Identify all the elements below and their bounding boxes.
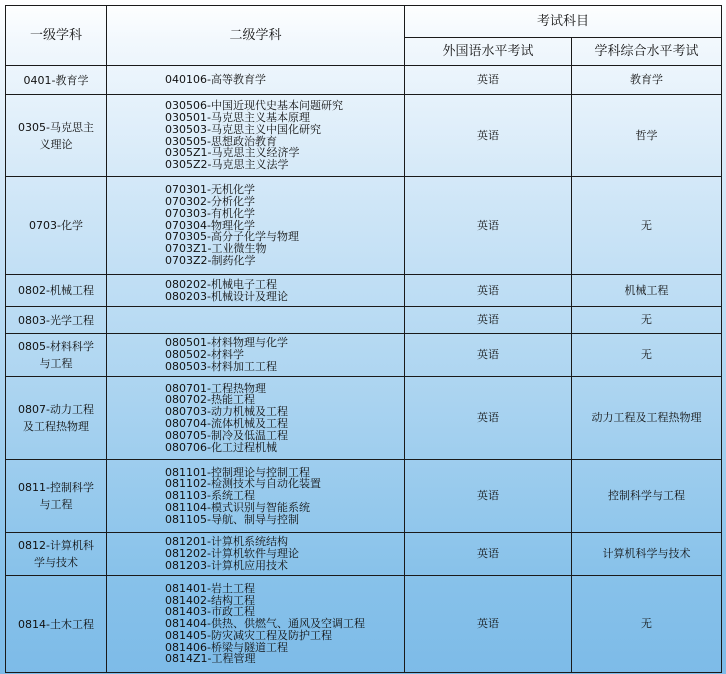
secondary-discipline-item: 0703Z1-工业微生物 — [165, 242, 267, 256]
secondary-discipline-item: 081401-岩土工程 — [165, 581, 255, 595]
secondary-discipline-item: 080503-材料加工工程 — [165, 359, 277, 373]
table-row — [6, 334, 722, 377]
secondary-discipline-item: 070305-高分子化学与物理 — [165, 230, 299, 244]
secondary-discipline-cell — [107, 533, 405, 576]
secondary-discipline-item: 081405-防灾减灾工程及防护工程 — [165, 628, 332, 642]
secondary-discipline-item: 0305Z2-马克思主义法学 — [165, 158, 289, 172]
table-body — [6, 66, 722, 673]
primary-discipline-label: 0811-控制科学与工程 — [18, 481, 94, 511]
secondary-discipline-item: 081404-供热、供燃气、通风及空调工程 — [165, 617, 365, 631]
table-row — [6, 275, 722, 307]
primary-discipline-cell — [6, 533, 107, 576]
primary-discipline-cell — [6, 334, 107, 377]
primary-discipline-cell — [6, 576, 107, 673]
secondary-discipline-item: 0814Z1-工程管理 — [165, 652, 256, 666]
secondary-discipline-item: 080501-材料物理与化学 — [165, 336, 288, 350]
secondary-discipline-item: 030506-中国近现代史基本问题研究 — [165, 99, 343, 113]
foreign-language-exam-cell: 英语 — [405, 377, 572, 460]
secondary-discipline-item: 080702-热能工程 — [165, 393, 255, 407]
secondary-discipline-cell — [107, 576, 405, 673]
secondary-discipline-item: 081402-结构工程 — [165, 593, 255, 607]
header-exam-subjects: 考试科目 — [405, 6, 722, 38]
secondary-discipline-item: 0305Z1-马克思主义经济学 — [165, 146, 300, 160]
secondary-discipline-item: 080705-制冷及低温工程 — [165, 428, 288, 442]
foreign-language-exam-cell: 英语 — [405, 307, 572, 334]
secondary-discipline-item: 080203-机械设计及理论 — [165, 289, 288, 303]
secondary-discipline-item: 081102-检测技术与自动化装置 — [165, 477, 321, 491]
primary-discipline-cell — [6, 95, 107, 177]
secondary-discipline-item: 030505-思想政治教育 — [165, 134, 277, 148]
table-row — [6, 95, 722, 177]
foreign-language-exam-cell: 英语 — [405, 177, 572, 275]
secondary-discipline-item: 080704-流体机械及工程 — [165, 417, 288, 430]
secondary-discipline-item: 081104-模式识别与智能系统 — [165, 500, 310, 514]
foreign-language-exam-cell: 英语 — [405, 460, 572, 533]
secondary-discipline-item: 081103-系统工程 — [165, 489, 255, 503]
header-secondary-discipline: 二级学科 — [107, 6, 405, 66]
primary-discipline-cell — [6, 307, 107, 334]
foreign-language-exam-cell: 英语 — [405, 576, 572, 673]
primary-discipline-cell — [6, 460, 107, 533]
primary-discipline-cell — [6, 66, 107, 95]
comprehensive-exam-cell: 无 — [572, 334, 722, 377]
primary-discipline-label: 0401-教育学 — [23, 73, 89, 87]
comprehensive-exam-cell: 控制科学与工程 — [572, 460, 722, 533]
foreign-language-exam-cell: 英语 — [405, 334, 572, 377]
primary-discipline-label: 0805-材料科学与工程 — [18, 340, 94, 370]
exam-subjects-table — [5, 5, 722, 673]
secondary-discipline-item: 080701-工程热物理 — [165, 381, 266, 395]
table-row — [6, 533, 722, 576]
secondary-discipline-cell — [107, 66, 405, 95]
secondary-discipline-cell — [107, 334, 405, 377]
foreign-language-exam-cell: 英语 — [405, 95, 572, 177]
secondary-discipline-item: 081203-计算机应用技术 — [165, 558, 288, 572]
secondary-discipline-cell — [107, 177, 405, 275]
header-primary-discipline: 一级学科 — [6, 6, 107, 66]
secondary-discipline-cell — [107, 377, 405, 460]
secondary-discipline-item: 081201-计算机系统结构 — [165, 535, 288, 549]
comprehensive-exam-cell: 无 — [572, 177, 722, 275]
comprehensive-exam-cell: 哲学 — [572, 95, 722, 177]
foreign-language-exam-cell: 英语 — [405, 533, 572, 576]
secondary-discipline-item: 070302-分析化学 — [165, 195, 255, 208]
table-row — [6, 66, 722, 95]
comprehensive-exam-cell: 动力工程及工程热物理 — [572, 377, 722, 460]
secondary-discipline-item: 081202-计算机软件与理论 — [165, 547, 299, 561]
primary-discipline-label: 0807-动力工程及工程热物理 — [18, 403, 94, 433]
comprehensive-exam-cell: 机械工程 — [572, 275, 722, 307]
foreign-language-exam-cell: 英语 — [405, 66, 572, 95]
secondary-discipline-item: 080703-动力机械及工程 — [165, 405, 288, 419]
secondary-discipline-cell — [107, 95, 405, 177]
secondary-discipline-item: 070301-无机化学 — [165, 183, 255, 197]
comprehensive-exam-cell: 计算机科学与技术 — [572, 533, 722, 576]
primary-discipline-label: 0802-机械工程 — [18, 284, 94, 297]
secondary-discipline-item: 0703Z2-制药化学 — [165, 253, 256, 267]
primary-discipline-label: 0803-光学工程 — [18, 313, 94, 327]
primary-discipline-label: 0812-计算机科学与技术 — [18, 539, 94, 569]
primary-discipline-cell — [6, 377, 107, 460]
secondary-discipline-item: 081406-桥梁与隧道工程 — [165, 640, 288, 654]
table-row — [6, 576, 722, 673]
primary-discipline-cell — [6, 177, 107, 275]
primary-discipline-label: 0703-化学 — [29, 219, 83, 232]
table-row — [6, 177, 722, 275]
secondary-discipline-item: 080202-机械电子工程 — [165, 277, 277, 291]
comprehensive-exam-cell: 教育学 — [572, 66, 722, 95]
secondary-discipline-item: 030503-马克思主义中国化研究 — [165, 122, 321, 136]
secondary-discipline-cell — [107, 460, 405, 533]
table-row — [6, 307, 722, 334]
table-row — [6, 460, 722, 533]
secondary-discipline-item: 070303-有机化学 — [165, 206, 255, 220]
secondary-discipline-cell — [107, 307, 405, 334]
secondary-discipline-item: 080502-材料学 — [165, 348, 244, 362]
primary-discipline-label: 0305-马克思主义理论 — [18, 120, 94, 151]
secondary-discipline-item: 030501-马克思主义基本原理 — [165, 110, 310, 124]
secondary-discipline-item: 081403-市政工程 — [165, 605, 255, 619]
header-comprehensive-exam: 学科综合水平考试 — [572, 38, 722, 66]
comprehensive-exam-cell: 无 — [572, 576, 722, 673]
secondary-discipline-item: 070304-物理化学 — [165, 218, 255, 232]
comprehensive-exam-cell: 无 — [572, 307, 722, 334]
secondary-discipline-cell — [107, 275, 405, 307]
secondary-discipline-item: 081101-控制理论与控制工程 — [165, 465, 310, 479]
foreign-language-exam-cell: 英语 — [405, 275, 572, 307]
primary-discipline-label: 0814-土木工程 — [18, 617, 94, 631]
secondary-discipline-item: 081105-导航、制导与控制 — [165, 512, 299, 526]
secondary-discipline-item: 040106-高等教育学 — [165, 73, 266, 87]
table-row — [6, 377, 722, 460]
primary-discipline-cell — [6, 275, 107, 307]
secondary-discipline-item: 080706-化工过程机械 — [165, 440, 277, 454]
header-foreign-language-exam: 外国语水平考试 — [405, 38, 572, 66]
